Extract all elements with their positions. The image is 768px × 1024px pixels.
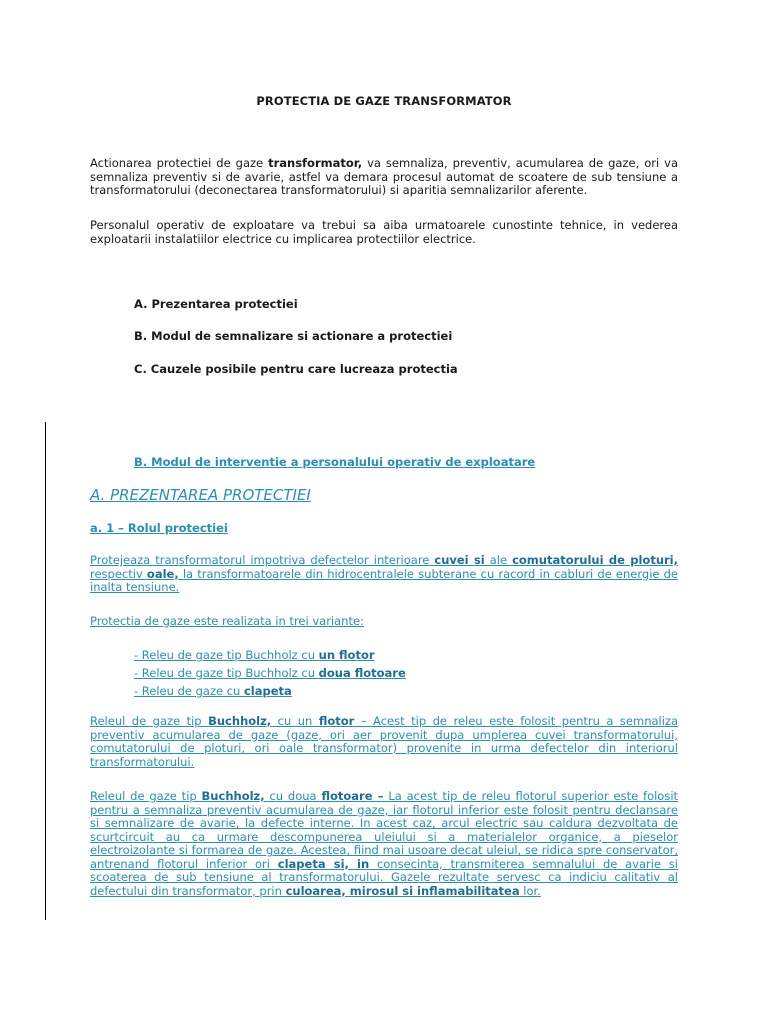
rol-text-2: ale xyxy=(484,553,513,567)
p3-text-2: cu un xyxy=(271,714,319,728)
variant-item[interactable] xyxy=(134,684,292,698)
section-subheading[interactable]: a. 1 – Rolul protectiei xyxy=(90,521,228,535)
variant-bold: un flotor xyxy=(318,648,375,662)
outline-item-c: C. Cauzele posibile pentru care lucreaza protectia xyxy=(134,362,458,376)
outline-link-interventie[interactable]: B. Modul de interventie a personalului operativ de exploatare xyxy=(134,455,536,469)
buchholz-un-flotor-paragraph[interactable] xyxy=(90,715,678,769)
page-title: PROTECTIA DE GAZE TRANSFORMATOR xyxy=(256,94,512,108)
variant-text: - Releu de gaze tip Buchholz cu xyxy=(134,648,319,662)
p3-text-1: Releul de gaze tip xyxy=(90,714,209,728)
variant-text: - Releu de gaze cu xyxy=(134,684,244,698)
intro-p1-text-a: Actionarea protectiei de gaze xyxy=(90,156,269,170)
margin-change-bar xyxy=(45,422,46,920)
intro-p1-text-c: va semnaliza, preventiv, acumularea de gaze, ori va semnaliza preventiv si de avarie, astfel va demara procesul automat de scoatere de sub tensiune a transformatorului (deconectarea transformatorului) si aparitia semnalizarilor aferente. xyxy=(90,156,678,197)
rol-paragraph[interactable] xyxy=(90,554,678,595)
rol-bold-1: cuvei si xyxy=(434,553,485,567)
variant-bold: doua flotoare xyxy=(318,666,406,680)
rol-text-4: la transformatoarele din hidrocentralele subterane cu racord in cabluri de energie de inalta tensiune. xyxy=(90,566,678,594)
variant-text: - Releu de gaze tip Buchholz cu xyxy=(134,666,319,680)
p4-bold-1: Buchholz, xyxy=(201,789,265,803)
outline-item-a: A. Prezentarea protectiei xyxy=(134,297,298,311)
p4-text-2: cu doua xyxy=(264,789,322,803)
p3-text-3: – Acest tip de releu este folosit pentru a semnaliza preventiv acumularea de gaze (gaze, ori aer provenit dupa umplerea cuvei transformatorului, comutatorului de ploturi, ori oale transformator) provenite in urma defectelor din interiorul transformatorului. xyxy=(90,714,678,769)
p4-bold-4: culoarea, mirosul si inflamabilitatea xyxy=(285,883,520,898)
p4-bold-3: clapeta si, in xyxy=(277,856,370,871)
outline-item-b: B. Modul de semnalizare si actionare a protectiei xyxy=(134,329,453,343)
p3-bold-1: Buchholz, xyxy=(208,714,272,728)
intro-paragraph-1 xyxy=(90,157,678,198)
p4-text-3: La acest tip de releu flotorul superior este folosit pentru a semnaliza preventiv acumularea de gaze, iar flotorul inferior este folosit pentru declansare si semnalizare de avarie, la defecte interne. In acest caz, arcul electric sau caldura dezvoltata de scurtcircuit au ca urmare descompunerea uleiului si a materialelor organice, a pieselor electroizolante si formarea de gaze. Acestea, fiind mai usoare decat uleiul, se ridica spre conservator, antrenand flotorul inferior ori xyxy=(90,789,679,871)
variant-bold: clapeta xyxy=(243,684,292,698)
rol-bold-2: comutatorului de ploturi, xyxy=(512,553,678,567)
p4-text-4: consecinta, transmiterea semnalului de avarie si scoaterea de sub tensiune al transformatorului. Gazele rezultate servesc ca indiciu calitativ al defectului din transformator, prin xyxy=(90,856,678,898)
rol-text-3: respectiv xyxy=(90,566,147,581)
variante-intro[interactable]: Protectia de gaze este realizata in trei variante: xyxy=(90,614,364,628)
buchholz-doua-flotoare-paragraph[interactable] xyxy=(90,790,678,898)
section-heading[interactable]: A. PREZENTAREA PROTECTIEI xyxy=(90,486,311,504)
rol-bold-3: oale, xyxy=(146,566,179,581)
p4-text-5: lor. xyxy=(519,883,541,898)
intro-p1-bold: transformator, xyxy=(268,156,363,170)
rol-text-1: Protejeaza transformatorul impotriva defectelor interioare xyxy=(90,553,435,567)
p4-bold-2: flotoare – xyxy=(321,789,384,803)
intro-paragraph-2: Personalul operativ de exploatare va trebui sa aiba urmatoarele cunostinte tehnice, in vederea exploatarii instalatiilor electrice cu implicarea protectiilor electrice. xyxy=(90,218,678,246)
p4-text-1: Releul de gaze tip xyxy=(90,789,202,803)
variant-item[interactable] xyxy=(134,666,406,680)
p3-bold-2: flotor xyxy=(318,714,355,728)
variant-item[interactable] xyxy=(134,648,375,662)
